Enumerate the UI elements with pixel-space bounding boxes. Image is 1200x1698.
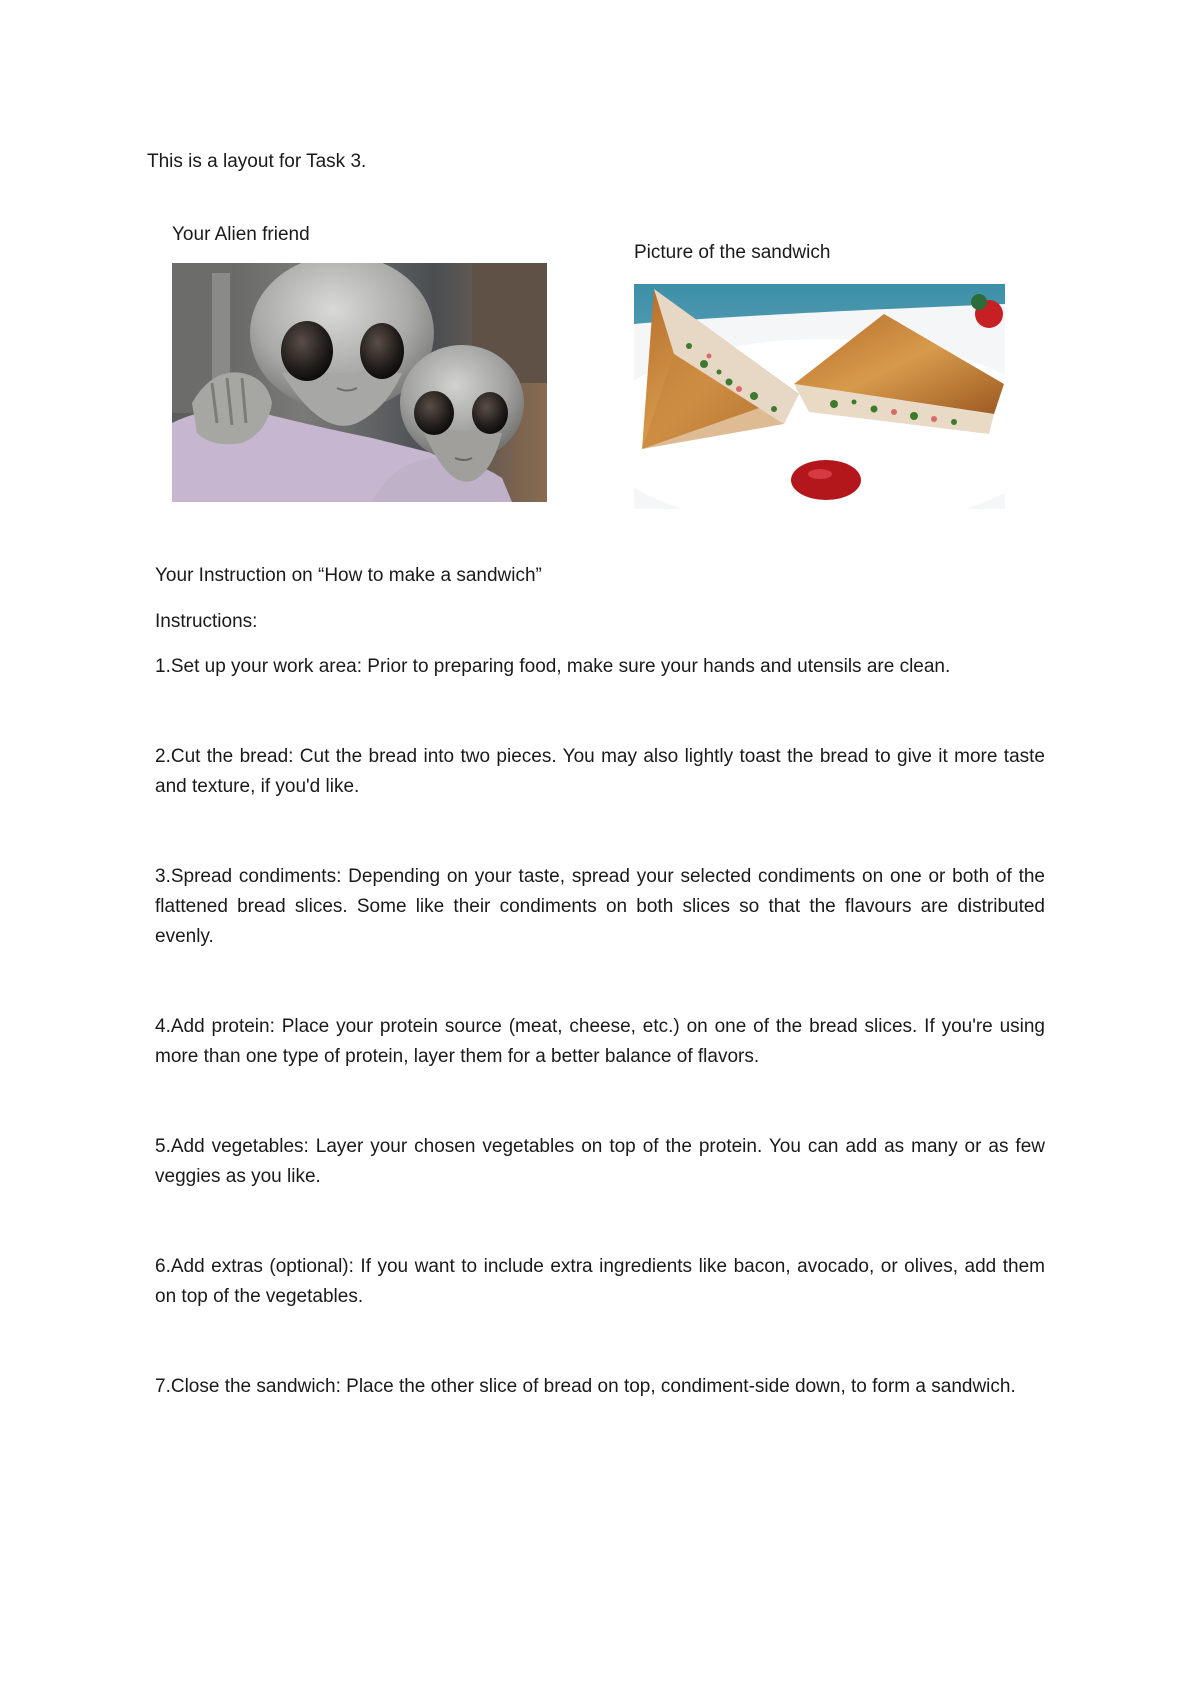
- step-5: 5.Add vegetables: Layer your chosen vegetables on top of the protein. You can add as many or as few veggies as you like.: [155, 1136, 1045, 1187]
- step-4: 4.Add protein: Place your protein source (meat, cheese, etc.) on one of the bread slices. If you're using more than one type of protein, layer them for a better balance of flavors.: [155, 1016, 1045, 1067]
- alien-caption: Your Alien friend: [172, 224, 310, 245]
- step-7: 7.Close the sandwich: Place the other slice of bread on top, condiment-side down, to form a sandwich.: [155, 1376, 1016, 1397]
- step-3: 3.Spread condiments: Depending on your taste, spread your selected condiments on one or both of the flattened bread slices. Some like their condiments on both slices so that the flavours are distributed evenly.: [155, 866, 1045, 947]
- steps-list: [155, 652, 1045, 1462]
- intro-text: This is a layout for Task 3.: [147, 151, 367, 172]
- step-2: 2.Cut the bread: Cut the bread into two pieces. You may also lightly toast the bread to give it more taste and texture, if you'd like.: [155, 746, 1045, 797]
- sandwich-photo: [634, 284, 1005, 509]
- step-6: 6.Add extras (optional): If you want to include extra ingredients like bacon, avocado, or olives, add them on top of the vegetables.: [155, 1256, 1045, 1307]
- sandwich-caption: Picture of the sandwich: [634, 242, 831, 263]
- instruction-title: Your Instruction on “How to make a sandwich”: [155, 565, 542, 586]
- step-1: 1.Set up your work area: Prior to preparing food, make sure your hands and utensils are clean.: [155, 656, 951, 677]
- alien-photo: [172, 263, 547, 502]
- instructions-heading: Instructions:: [155, 611, 258, 632]
